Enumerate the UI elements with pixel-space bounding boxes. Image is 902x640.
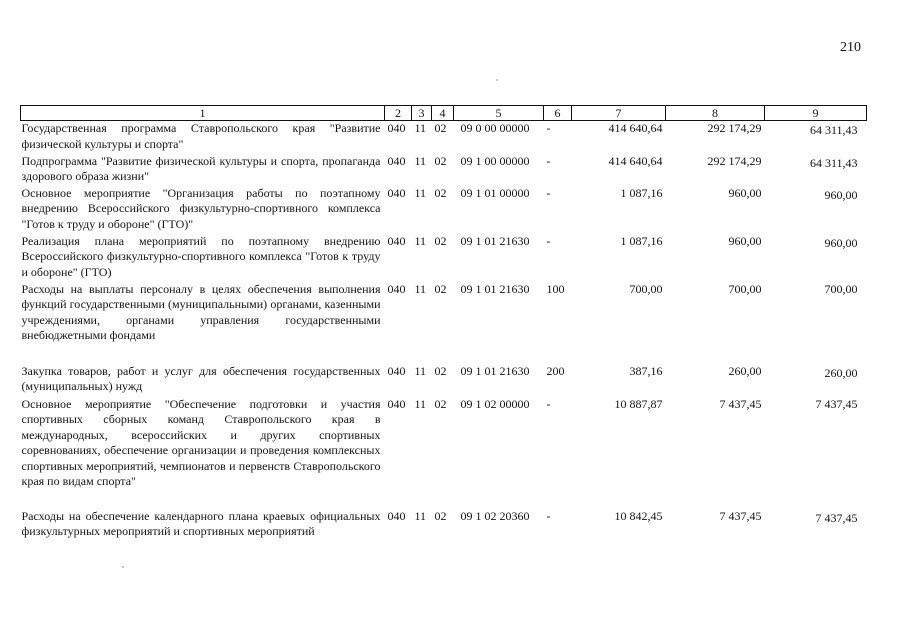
cell-ministry-code: 040 [387, 153, 406, 168]
cell-amount-col7: 414 640,64 [608, 121, 663, 135]
cell-ministry-code: 040 [387, 363, 406, 378]
header-row [21, 106, 867, 121]
cell-ministry-code: 040 [387, 396, 406, 411]
cell-section: 11 [414, 508, 427, 523]
cell-amount-col9: 960,00 [824, 187, 858, 202]
scan-speck [496, 79, 498, 81]
cell-amount-col9: 960,00 [824, 235, 858, 250]
cell-section: 11 [414, 121, 427, 135]
cell-section: 11 [414, 185, 427, 200]
budget-table [20, 105, 867, 559]
row-description: Основное мероприятие "Обеспечение подготовки и участия спортивных сборных команд Ставропольского края в международных, всероссийских и других спортивных соревнованиях, обеспечение организации и проведения комплексных спортивных мероприятий, чемпионатов и первенств Ставропольского края по видам спорта" [21, 396, 381, 488]
cell-amount-col9: 7 437,45 [815, 510, 858, 525]
table-row [21, 282, 867, 364]
cell-section: 11 [414, 396, 427, 411]
scan-speck [122, 566, 124, 568]
cell-section: 11 [414, 363, 427, 378]
cell-expense-type: - [546, 185, 551, 200]
cell-subsection: 02 [434, 396, 447, 411]
cell-amount-col8: 292 174,29 [707, 121, 762, 135]
cell-amount-col9: 64 311,43 [809, 123, 858, 137]
row-description: Основное мероприятие "Организация работы по поэтапному внедрению Всероссийского физкультурно-спортивного комплекса "Готов к труду и обороне" (ГТО)" [21, 185, 381, 231]
cell-subsection: 02 [434, 233, 447, 248]
cell-expense-type: 100 [546, 281, 565, 296]
column-header: 5 [454, 106, 544, 121]
cell-section: 11 [414, 233, 427, 248]
cell-amount-col8: 260,00 [728, 363, 762, 378]
cell-section: 11 [414, 153, 427, 168]
table-row [21, 397, 867, 509]
column-header: 3 [412, 106, 432, 121]
cell-amount-col7: 414 640,64 [608, 153, 663, 168]
cell-amount-col8: 960,00 [728, 233, 762, 248]
cell-amount-col8: 960,00 [728, 185, 762, 200]
cell-amount-col9: 260,00 [824, 365, 858, 380]
cell-subsection: 02 [434, 281, 447, 296]
cell-target-article: 09 0 00 00000 [460, 121, 530, 135]
column-header: 8 [666, 106, 765, 121]
cell-subsection: 02 [434, 153, 447, 168]
cell-amount-col7: 1 087,16 [620, 185, 663, 200]
cell-expense-type: - [546, 153, 551, 168]
cell-target-article: 09 1 01 00000 [460, 185, 530, 200]
table-row [21, 509, 867, 559]
cell-ministry-code: 040 [387, 233, 406, 248]
cell-expense-type: - [546, 508, 551, 523]
table-row [21, 154, 867, 186]
cell-target-article: 09 1 01 21630 [460, 233, 530, 248]
cell-target-article: 09 1 00 00000 [460, 153, 530, 168]
cell-subsection: 02 [434, 508, 447, 523]
cell-amount-col8: 7 437,45 [719, 396, 762, 411]
cell-expense-type: - [546, 121, 551, 135]
table-row [21, 234, 867, 282]
table-row [21, 186, 867, 234]
cell-expense-type: - [546, 233, 551, 248]
cell-ministry-code: 040 [387, 508, 406, 523]
cell-amount-col7: 10 887,87 [614, 396, 663, 411]
cell-amount-col8: 7 437,45 [719, 508, 762, 523]
page-number: 210 [840, 40, 861, 55]
row-description: Расходы на выплаты персоналу в целях обеспечения выполнения функций государственными (муниципальными) органами, казенными учреждениями, органами управления государственными внебюджетными фондами [21, 281, 381, 342]
cell-target-article: 09 1 01 21630 [460, 281, 530, 296]
table-row [21, 364, 867, 397]
column-header: 9 [765, 106, 867, 121]
row-description: Государственная программа Ставропольского края "Развитие физической культуры и спорта" [21, 121, 381, 151]
cell-amount-col9: 700,00 [824, 281, 858, 296]
cell-target-article: 09 1 02 20360 [460, 508, 530, 523]
row-description: Реализация плана мероприятий по поэтапному внедрению Всероссийского физкультурно-спортивного комплекса "Готов к труду и обороне" (ГТО) [21, 233, 381, 279]
cell-section: 11 [414, 281, 427, 296]
cell-subsection: 02 [434, 363, 447, 378]
cell-subsection: 02 [434, 121, 447, 135]
cell-amount-col7: 387,16 [629, 363, 663, 378]
cell-ministry-code: 040 [387, 121, 406, 135]
cell-amount-col8: 292 174,29 [707, 153, 762, 168]
cell-target-article: 09 1 01 21630 [460, 363, 530, 378]
cell-amount-col7: 700,00 [629, 281, 663, 296]
row-description: Подпрограмма "Развитие физической культуры и спорта, пропаганда здорового образа жизни" [21, 153, 381, 183]
cell-ministry-code: 040 [387, 185, 406, 200]
column-header: 7 [572, 106, 666, 121]
cell-amount-col8: 700,00 [728, 281, 762, 296]
column-header: 6 [544, 106, 572, 121]
cell-expense-type: - [546, 396, 551, 411]
column-header: 1 [21, 106, 385, 121]
cell-target-article: 09 1 02 00000 [460, 396, 530, 411]
cell-amount-col9: 64 311,43 [809, 155, 858, 170]
cell-amount-col7: 10 842,45 [614, 508, 663, 523]
cell-amount-col9: 7 437,45 [815, 396, 858, 411]
column-header: 4 [432, 106, 454, 121]
table-row [21, 121, 867, 154]
row-description: Расходы на обеспечение календарного плана краевых официальных физкультурных мероприятий и спортивных мероприятий [21, 508, 381, 538]
cell-ministry-code: 040 [387, 281, 406, 296]
cell-subsection: 02 [434, 185, 447, 200]
cell-expense-type: 200 [546, 363, 565, 378]
cell-amount-col7: 1 087,16 [620, 233, 663, 248]
row-description: Закупка товаров, работ и услуг для обеспечения государственных (муниципальных) нужд [21, 363, 381, 393]
column-header: 2 [385, 106, 412, 121]
